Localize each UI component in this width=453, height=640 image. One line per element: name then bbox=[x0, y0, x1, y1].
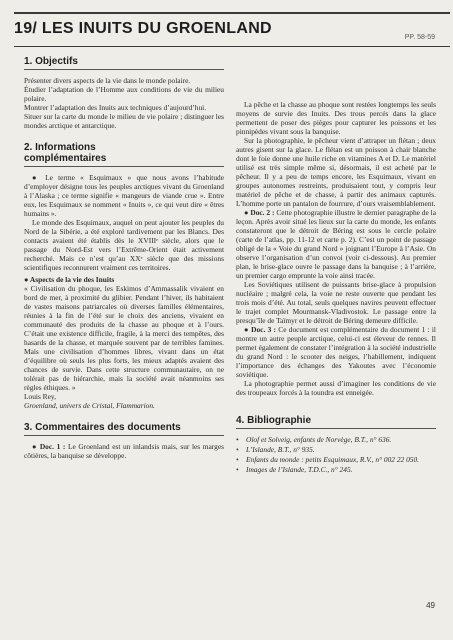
doc1-paragraph bbox=[24, 442, 224, 460]
section-objectifs bbox=[24, 56, 224, 130]
objectifs-rule bbox=[24, 69, 224, 70]
bibliographie-heading: 4. Bibliographie bbox=[236, 415, 312, 426]
doc2-text: Cette photographie illustre le dernier paragraphe de la leçon. Après avoir situé les lieux sur la carte du monde, les enfants constateront que le détroit de Béring est sous le cercle polaire (carte de l’atlas, pp. 11-12 et carte p. 2). C’est un point de passage obligé de la « Voie du grand Nord » joignant l’Europe à l’Asie. On observe l’organisation d’un convoi (voir ci-dessous). Au premier plan, le brise-glace ouvre le passage dans la banquise ; à l’arrière, un premier cargo emprunte la voie ainsi tracée. bbox=[236, 208, 436, 280]
right-column bbox=[236, 100, 436, 486]
right-paragraph: La pêche et la chasse au phoque sont restées longtemps les seuls moyens de survie des Inuits. Des trous percés dans la glace permettent de poser des pièges pour capturer les poissons et les pinnipèdes vivant sous la banquise. bbox=[236, 100, 436, 136]
objectif-item: Étudier l’adaptation de l’Homme aux conditions de vie du milieu polaire. bbox=[24, 85, 224, 103]
right-paragraph: Les Soviétiques utilisent de puissants brise-glace à propulsion nucléaire ; malgré cela, la voie ne reste ouverte que pendant les trois mois d’été. Au total, seuls quelques navires peuvent effectuer le trajet complet Mourmansk-Vladivostok. Le passage entre la presqu’île de Taïmyr et le détroit de Béring demeure difficile. bbox=[236, 280, 436, 325]
informations-heading-line1: 2. Informations bbox=[24, 142, 96, 153]
doc2-paragraph bbox=[236, 208, 436, 280]
bibliographie-list bbox=[236, 435, 436, 474]
informations-rule bbox=[24, 166, 224, 167]
doc3-text: Ce document est complémentaire du document 1 : il montre un autre peuple arctique, celui-ci est éleveur de rennes. Il permet également de constater l’intégration à la société industrielle du grand Nord : le scooter des neiges, l’habillement, indiquent l’importance des échanges des Yakoutes avec l’économie soviétique. bbox=[236, 325, 436, 379]
page-reference: PP. 58-59 bbox=[404, 34, 435, 41]
objectifs-list bbox=[24, 76, 224, 130]
aspects-quote: « Civilisation du phoque, les Eskimos d’Ammassalik vivaient en bord de mer, à proximité du glibier. Pendant l’hiver, ils habitaient de vastes maisons patriarcales où diverses familles élémentaires, réunies à la fin de l’été sur le choix des anciens, vivaient en communauté des produits de la chasse au phoque et à l’ours. C’était une existence difficile, fragile, à la merci des tempêtes, des hasards de la chasse, et marquée souvent par de terribles famines. Mais une civilisation d’hommes libres, vivant dans un état d’équilibre où seuls les plus forts, les mieux adaptés avaient des chances de survie. Dans cette structure communautaire, on ne tolérait pas de hiérarchie, mais la société avait néanmoins ses règles éthiques. » bbox=[24, 284, 224, 392]
bibliographie-item: • Enfants du monde : petits Esquimaux, R.V., n° 002 22 050. bbox=[236, 455, 436, 464]
aspects-subheading: ● Aspects de la vie des Inuits bbox=[24, 275, 115, 284]
page-title: 19/ LES INUITS DU GROENLAND bbox=[14, 20, 272, 37]
top-rule bbox=[14, 12, 450, 14]
objectifs-heading: 1. Objectifs bbox=[24, 56, 78, 67]
quote-source: Groenland, univers de Cristal, Flammarion. bbox=[24, 401, 155, 410]
objectif-item: Situer sur la carte du monde le milieu de vie polaire ; distinguer les mondes arctique et antarctique. bbox=[24, 112, 224, 130]
informations-heading-line2: complémentaires bbox=[24, 153, 107, 164]
section-commentaires bbox=[24, 422, 224, 460]
bibliographie-rule bbox=[236, 428, 436, 429]
informations-paragraph: Le monde des Esquimaux, auquel on peut ajouter les peuples du Nord de la Sibérie, a été exploré tardivement par les Blancs. Des contacts avaient été établis dès le XVIIIᵉ siècle, alors que le passage du Nord-Est vers l’Extrême-Orient était activement recherché. Mais ce n’est qu’au XXᵉ siècle que des missions scientifiques reconnurent vraiment ces territoires. bbox=[24, 218, 224, 272]
commentaires-rule bbox=[24, 435, 224, 436]
section-bibliographie bbox=[236, 415, 436, 474]
bibliographie-item: • Oïof et Solveig, enfants de Norvège, B.T., n° 636. bbox=[236, 435, 436, 444]
page-number: 49 bbox=[426, 601, 435, 610]
section-informations bbox=[24, 142, 224, 410]
objectif-item: Montrer l’adaptation des Inuits aux techniques d’aujourd’hui. bbox=[24, 103, 207, 112]
doc1-text: Le Groenland est un inlandsis mais, sur les marges côtières, la banquise se développe. bbox=[24, 442, 224, 460]
title-rule bbox=[14, 46, 450, 47]
doc3-paragraph bbox=[236, 325, 436, 379]
objectif-item: Présenter divers aspects de la vie dans le monde polaire. bbox=[24, 76, 191, 85]
commentaires-heading: 3. Commentaires des documents bbox=[24, 422, 181, 433]
bibliographie-item: • Images de l’Islande, T.D.C., n° 245. bbox=[236, 465, 436, 474]
quote-author: Louis Rey, bbox=[24, 392, 56, 401]
informations-paragraph: ● Le terme « Esquimaux » que nous avons l’habitude d’employer désigne tous les peuples arctiques vivant du Groenland à l’Alaska ; ce terme signifie « mangeurs de viande crue ». Entre eux, les Esquimaux se nomment « Inuits », ce qui veut dire « êtres humains ». bbox=[24, 173, 224, 218]
left-column bbox=[24, 56, 224, 472]
doc2-lead: ● Doc. 2 : bbox=[244, 208, 275, 217]
bibliographie-item: • L’Islande, B.T., n° 935. bbox=[236, 445, 436, 454]
doc1-lead: ● Doc. 1 : bbox=[32, 442, 66, 451]
doc3-lead: ● Doc. 3 : bbox=[244, 325, 277, 334]
right-paragraph: Sur la photographie, le pêcheur vient d’attraper un flétan ; deux autres gisent sur la glace. Le flétan est un poisson à chair blanche dont le foie donne une huile riche en vitamines A et D. Le matériel utilisé est très simple même si, désormais, il est acheté par le pêcheur. Il y a peu de temps encore, les Esquimaux, vivant en groupes autonomes restreints, produisaient tout, y compris leur matériel de pêche et de chasse, à partir des animaux capturés. L’homme porte un pantalon de fourrure, d’ours vraisemblablement. bbox=[236, 136, 436, 208]
right-paragraph: La photographie permet aussi d’imaginer les conditions de vie des troupeaux forcés à la toundra est enneigée. bbox=[236, 379, 436, 397]
